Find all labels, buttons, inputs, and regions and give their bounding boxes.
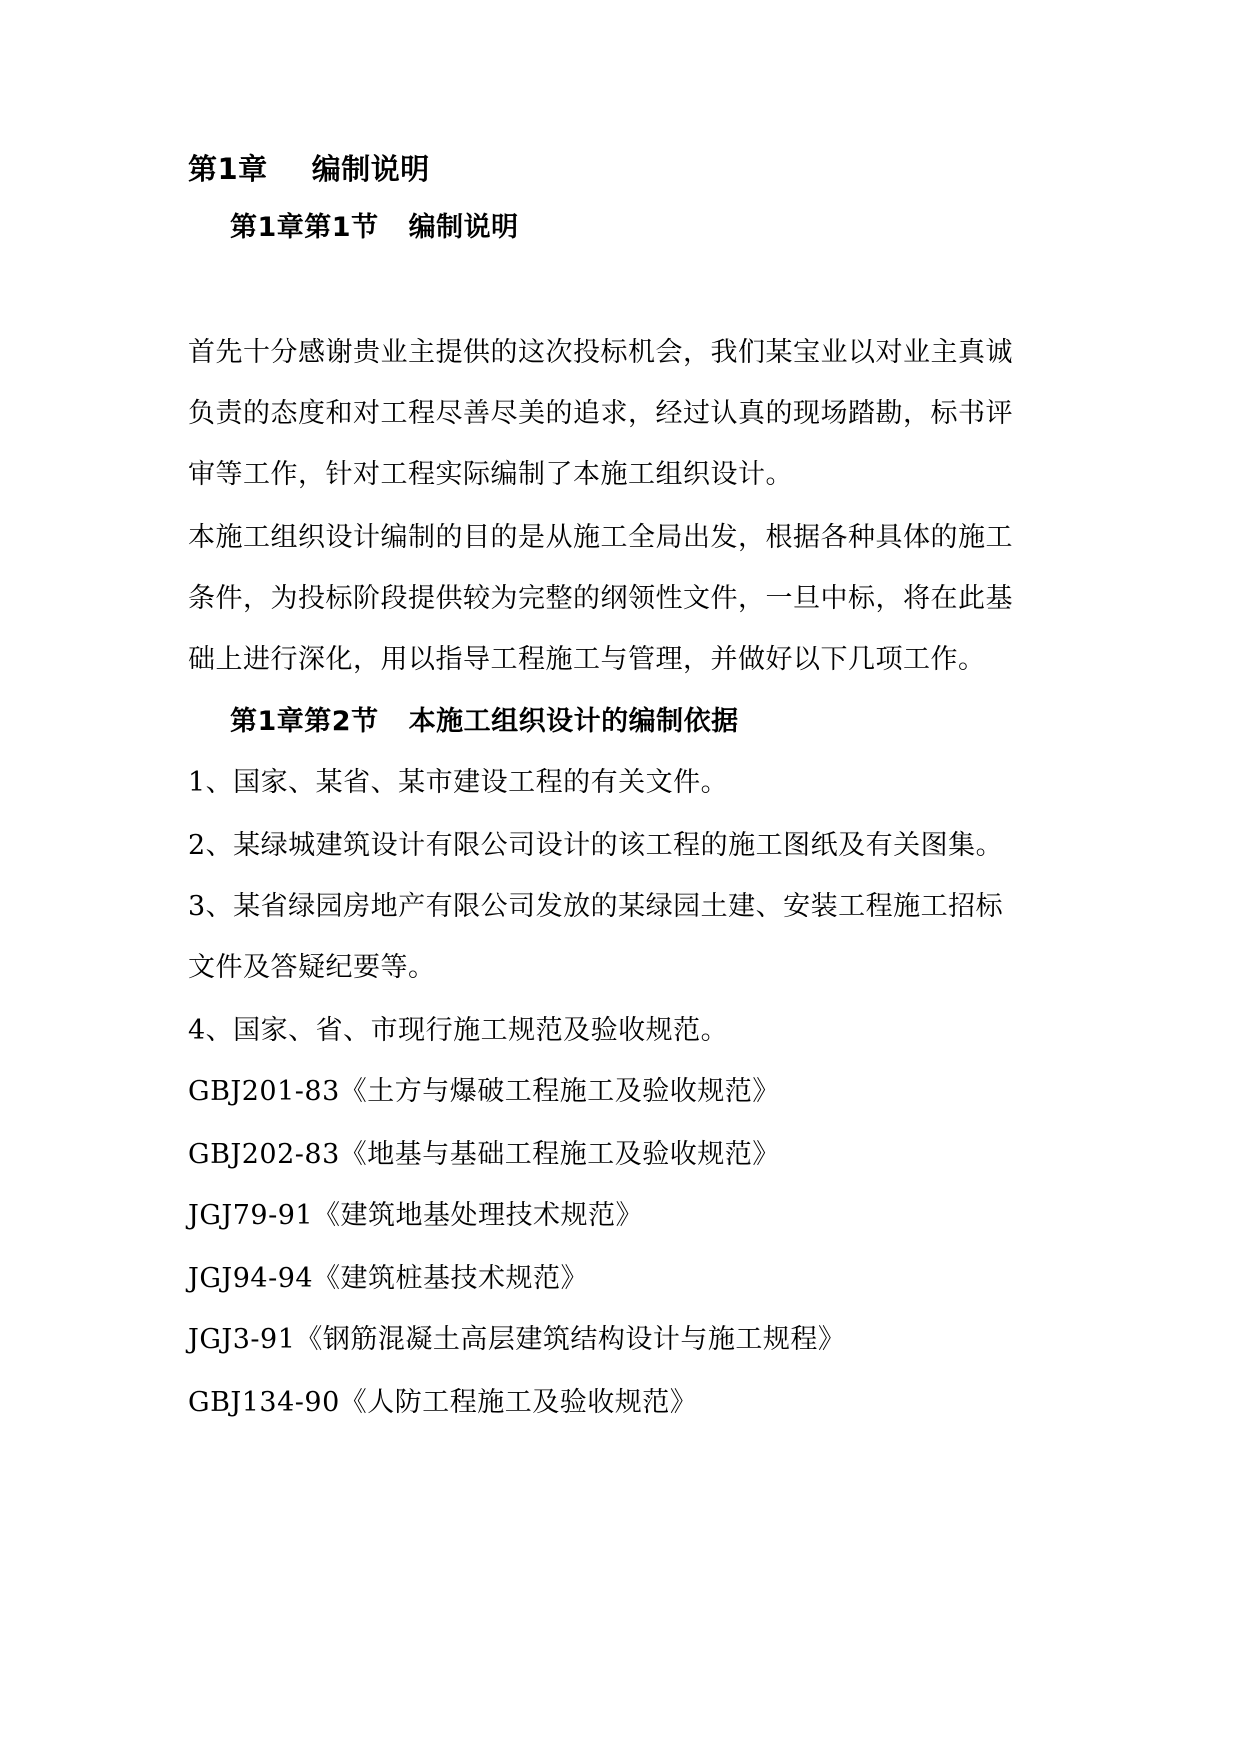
- section-number: 第1章第1节: [230, 212, 379, 243]
- paragraph-line: 首先十分感谢贵业主提供的这次投标机会，我们某宝业以对业主真诚: [188, 337, 1013, 368]
- basis-item: 文件及答疑纪要等。: [188, 952, 436, 983]
- section-heading-1: [230, 211, 519, 245]
- basis-item: 2、某绿城建筑设计有限公司设计的该工程的施工图纸及有关图集。: [188, 830, 1004, 861]
- standard-reference: GBJ134-90《人防工程施工及验收规范》: [188, 1387, 698, 1418]
- paragraph-line: 础上进行深化，用以指导工程施工与管理，并做好以下几项工作。: [188, 644, 986, 675]
- chapter-title: 编制说明: [311, 152, 430, 186]
- section-heading-2: [230, 705, 739, 739]
- standard-reference: JGJ79-91《建筑地基处理技术规范》: [188, 1200, 644, 1231]
- standard-reference: GBJ201-83《土方与爆破工程施工及验收规范》: [188, 1076, 780, 1107]
- paragraph-line: 本施工组织设计编制的目的是从施工全局出发，根据各种具体的施工: [188, 522, 1013, 553]
- paragraph-line: 条件，为投标阶段提供较为完整的纲领性文件，一旦中标，将在此基: [188, 583, 1013, 614]
- chapter-number: 第1章: [188, 152, 268, 186]
- basis-item: 3、某省绿园房地产有限公司发放的某绿园土建、安装工程施工招标: [188, 891, 1004, 922]
- section-number: 第1章第2节: [230, 706, 379, 737]
- paragraph-line: 负责的态度和对工程尽善尽美的追求，经过认真的现场踏勘，标书评: [188, 398, 1013, 429]
- section-title: 本施工组织设计的编制依据: [408, 706, 739, 737]
- basis-item: 4、国家、省、市现行施工规范及验收规范。: [188, 1015, 729, 1046]
- chapter-heading: [188, 152, 430, 186]
- standard-reference: GBJ202-83《地基与基础工程施工及验收规范》: [188, 1139, 780, 1170]
- section-title: 编制说明: [408, 212, 519, 243]
- standard-reference: JGJ3-91《钢筋混凝土高层建筑结构设计与施工规程》: [188, 1324, 846, 1355]
- paragraph-line: 审等工作，针对工程实际编制了本施工组织设计。: [188, 459, 793, 490]
- basis-item: 1、国家、某省、某市建设工程的有关文件。: [188, 767, 729, 798]
- standard-reference: JGJ94-94《建筑桩基技术规范》: [188, 1263, 589, 1294]
